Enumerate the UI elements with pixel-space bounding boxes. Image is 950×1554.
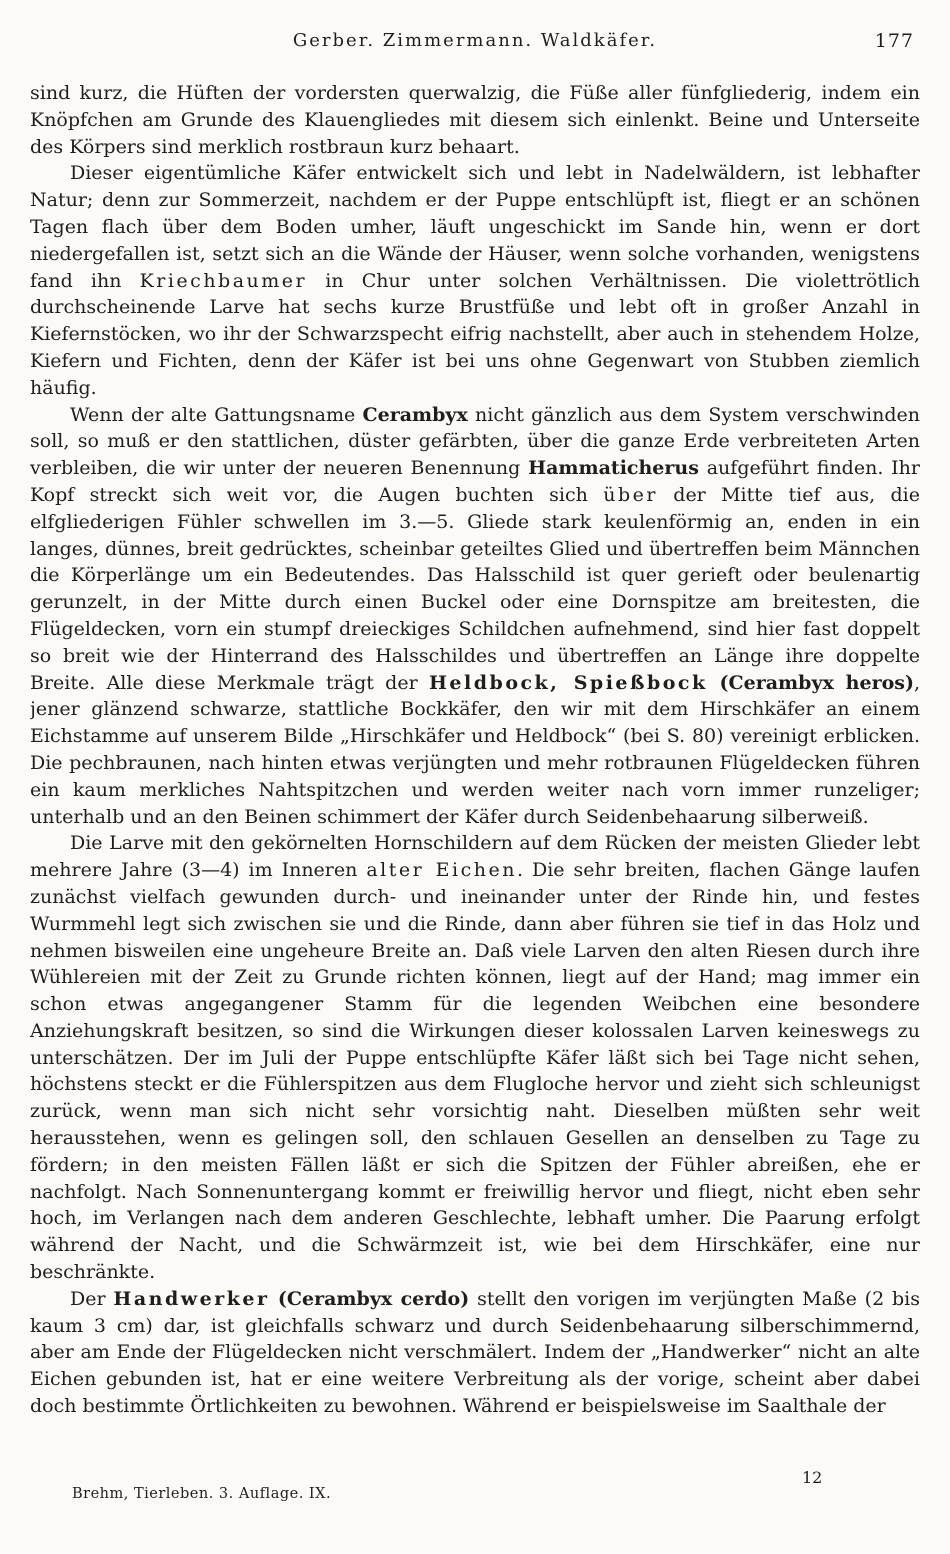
paragraph: [30, 160, 920, 401]
text-run: Heldbock, Spießbock: [428, 671, 708, 694]
running-header: [30, 30, 920, 58]
paragraph: [30, 830, 920, 1286]
text-run: Handwerker: [113, 1287, 270, 1310]
text-run: Kriechbaumer: [139, 269, 308, 292]
paragraph: [30, 402, 920, 831]
text-run: stellt den vorigen im verjüngten Maße (2 bis kaum 3 cm) dar, ist gleichfalls schwarz und durch Seidenbehaarung silberschimmernd, aber am Ende der Flügeldecken nicht verschmälert. Indem der „Handwerker“ nicht an alte Eichen gebunden ist, hat er eine weitere Verbreitung als der vorige, scheint aber dabei doch bestimmte Örtlichkeiten zu bewohnen. Während er beispielsweise im Saalthale der: [30, 1287, 920, 1418]
paragraph: [30, 80, 920, 160]
footer-imprint: Brehm, Tierleben. 3. Auflage. IX.: [72, 1486, 332, 1502]
page-number: 177: [874, 30, 914, 52]
text-run: der Mitte tief aus, die elfgliederigen Fühler schwellen im 3.—5. Gliede stark keulenförmig an, enden in ein langes, dünnes, breit gedrücktes, scheinbar geteiltes Glied und übertreffen beim Männchen die Körperlänge um ein Bedeutendes. Das Halsschild ist quer gerieft oder beulenartig gerunzelt, in der Mitte durch einen Buckel oder eine Dornspitze am breitesten, die Flügeldecken, vorn ein stumpf dreieckiges Schildchen aufnehmend, sind hier fast doppelt so breit wie der Hinterrand des Halsschildes und übertreffen an Länge ihre doppelte Breite. Alle diese Merkmale trägt der: [30, 483, 920, 694]
text-run: in Chur unter solchen Verhältnissen. Die violettrötlich durchscheinende Larve hat sechs kurze Brustfüße und lebt oft in großer Anzahl in Kiefernstöcken, wo ihr der Schwarzspecht eifrig nachstellt, aber auch in stehendem Holze, Kiefern und Fichten, denn der Käfer ist bei uns ohne Gegenwart von Stubben ziemlich häufig.: [30, 269, 920, 399]
text-run: Wenn der alte Gattungsname: [70, 403, 363, 426]
page-body: [30, 80, 920, 1474]
text-run: (Cerambyx heros): [707, 671, 914, 694]
paragraph: [30, 1286, 920, 1420]
text-run: alter Eichen: [366, 859, 517, 882]
running-title: Gerber. Zimmermann. Waldkäfer.: [292, 30, 658, 51]
text-run: (Cerambyx cerdo): [269, 1287, 470, 1310]
text-run: nicht gänzlich aus dem System verschwinden soll, so muß er den stattlichen, düster gefärbten, über die ganze Erde verbreiteten Arten verbleiben, die wir unter der neueren Benennung: [30, 403, 920, 480]
text-run: Dieser eigentümliche Käfer entwickelt sich und lebt in Nadelwäldern, ist lebhafter Natur; denn zur Sommerzeit, nachdem er der Puppe entschlüpft ist, fliegt er an schönen Tagen flach über dem Boden umher, läuft ungeschickt im Sande hin, wenn er dort niedergefallen ist, setzt sich an die Wände der Häuser, wenn solche vorhanden, wenigstens fand ihn: [30, 162, 920, 292]
text-run: aufgeführt finden. Ihr Kopf streckt sich weit vor, die Augen buchten sich: [30, 457, 920, 506]
text-run: . Die sehr breiten, flachen Gänge laufen zunächst vielfach gewunden durch- und ineinander unter der Rinde hin, und festes Wurmmehl legt sich zwischen sie und die Rinde, dann aber führen sie tief in das Holz und nehmen bisweilen eine ungeheure Breite an. Daß viele Larven den alten Riesen durch ihre Wühlereien mit der Zeit zu Grunde richten können, liegt auf der Hand; mag immer ein schon etwas angegangener Stamm für die legenden Weibchen eine besondere Anziehungskraft besitzen, so sind die Wirkungen dieser kolossalen Larven keineswegs zu unterschätzen. Der im Juli der Puppe entschlüpfte Käfer läßt sich bei Tage nicht sehen, höchstens steckt er die Fühlerspitzen aus dem Flugloche hervor und zieht sich schleunigst zurück, wenn man sich nicht sehr vorsichtig naht. Dieselben müßten sehr weit herausstehen, wenn es gelingen soll, den schlauen Gesellen an denselben zu Tage zu fördern; in den meisten Fällen läßt er sich die Spitzen der Fühler abreißen, ehe er nachfolgt. Nach Sonnenuntergang kommt er freiwillig hervor und fliegt, nicht eben sehr hoch, im Verlangen nach dem anderen Geschlechte, lebhaft umher. Die Paarung erfolgt während der Nacht, und die Schwärmzeit ist, wie bei dem Hirschkäfer, eine nur beschränkte.: [30, 859, 920, 1284]
text-run: Cerambyx: [362, 403, 468, 426]
text-run: Der: [70, 1287, 114, 1310]
text-run: sind kurz, die Hüften der vordersten querwalzig, die Füße aller fünfgliederig, indem ein Knöpfchen am Grunde des Klauengliedes mit diesem sich einlenkt. Beine und Unterseite des Körpers sind merklich rostbraun kurz behaart.: [30, 82, 920, 158]
text-run: Die Larve mit den gekörnelten Hornschildern auf dem Rücken der meisten Glieder lebt mehrere Jahre (3—4) im Inneren: [30, 832, 920, 882]
text-run: , jener glänzend schwarze, stattliche Bockkäfer, den wir mit dem Hirschkäfer an einem Eichstamme auf unserem Bilde „Hirschkäfer und Heldbock“ (bei S. 80) vereinigt erblicken. Die pechbraunen, nach hinten etwas verjüngten und mehr rotbraunen Flügeldecken führen ein kaum merkliches Nahtspitzchen und werden weiter nach vorn immer runzeliger; unterhalb und an den Beinen schimmert der Käfer durch Seidenbehaarung silberweiß.: [30, 671, 920, 828]
text-run: Hammaticherus: [528, 457, 699, 480]
signature-mark: 12: [802, 1468, 823, 1487]
text-run: über: [603, 483, 658, 506]
